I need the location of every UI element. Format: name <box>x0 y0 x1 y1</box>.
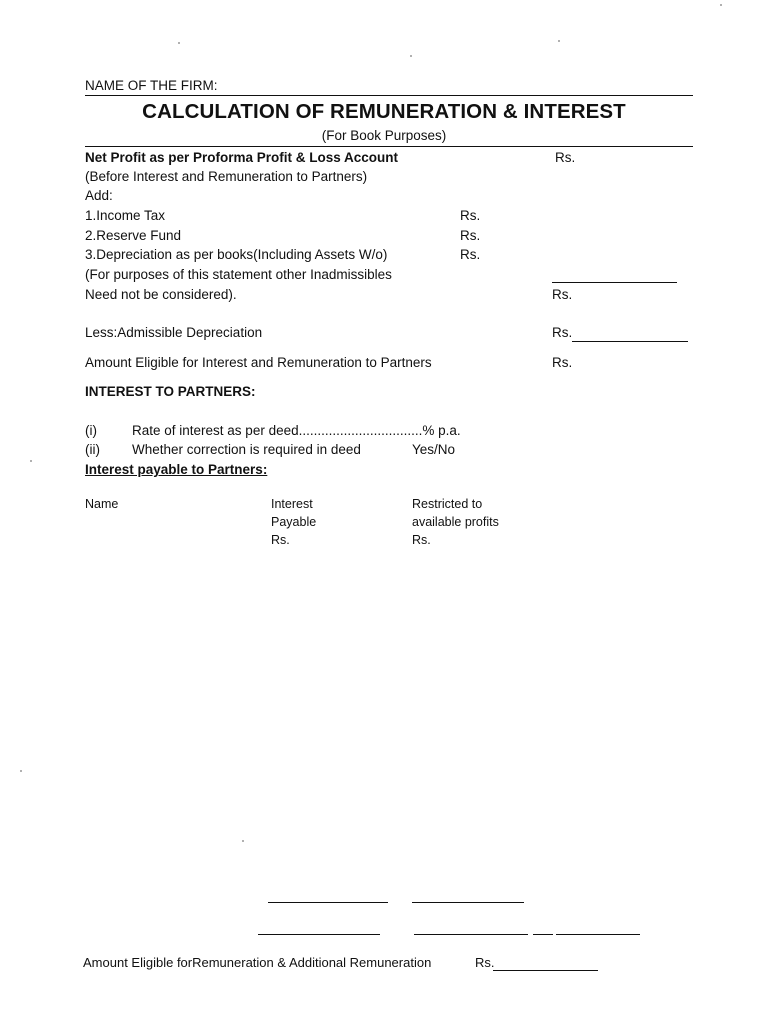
add-item-income-tax-currency: Rs. <box>460 208 481 223</box>
firm-name-rule <box>85 95 693 96</box>
footer-remuneration-label: Amount Eligible forRemuneration & Additional Remuneration <box>83 955 432 970</box>
eligible-amount-currency: Rs. <box>552 355 573 370</box>
less-currency: Rs. <box>552 325 573 340</box>
column-header-interest-line3: Rs. <box>271 533 290 547</box>
scan-speck <box>178 42 180 44</box>
total-rule-restricted-1 <box>412 902 524 903</box>
column-header-interest-line1: Interest <box>271 497 313 511</box>
scan-speck <box>242 840 244 842</box>
column-header-interest-line2: Payable <box>271 515 317 529</box>
question-1-text: Rate of interest as per deed.................................% p.a. <box>132 423 461 438</box>
total-rule-interest-1 <box>268 902 388 903</box>
page-subtitle: (For Book Purposes) <box>321 128 447 143</box>
net-profit-note: (Before Interest and Remuneration to Partners) <box>85 169 368 184</box>
add-item-depreciation-currency: Rs. <box>460 247 481 262</box>
scan-speck <box>720 4 722 6</box>
less-amount-rule <box>572 341 688 342</box>
scan-speck <box>30 460 32 462</box>
question-2-text: Whether correction is required in deed <box>132 442 361 457</box>
add-item-income-tax: 1.Income Tax <box>85 208 166 223</box>
footer-amount-rule <box>493 970 598 971</box>
inadmissibles-note-line2: Need not be considered). <box>85 287 237 302</box>
question-2-number: (ii) <box>85 442 100 457</box>
add-label: Add: <box>85 188 113 203</box>
total-rule-interest-2 <box>258 934 380 935</box>
subtotal-currency: Rs. <box>552 287 573 302</box>
interest-payable-heading: Interest payable to Partners: <box>85 462 268 477</box>
column-header-restricted-line1: Restricted to <box>412 497 483 511</box>
firm-name-label: NAME OF THE FIRM: <box>85 78 218 93</box>
question-1-number: (i) <box>85 423 97 438</box>
scan-speck <box>410 55 412 57</box>
total-rule-restricted-2 <box>414 934 528 935</box>
column-header-restricted-line2: available profits <box>412 515 499 529</box>
column-header-name: Name <box>85 497 119 511</box>
column-header-restricted-line3: Rs. <box>412 533 431 547</box>
scan-speck <box>558 40 560 42</box>
less-admissible-depreciation: Less:Admissible Depreciation <box>85 325 263 340</box>
footer-remuneration-currency: Rs. <box>475 955 495 970</box>
header-bottom-rule <box>85 146 693 147</box>
question-2-answer: Yes/No <box>412 442 456 457</box>
interest-to-partners-heading: INTEREST TO PARTNERS: <box>85 384 256 399</box>
net-profit-heading: Net Profit as per Proforma Profit & Loss Account <box>85 150 399 165</box>
eligible-amount-label: Amount Eligible for Interest and Remuneration to Partners <box>85 355 432 370</box>
net-profit-currency: Rs. <box>555 150 576 165</box>
subtotal-rule <box>552 282 677 283</box>
page-title: CALCULATION OF REMUNERATION & INTEREST <box>142 100 626 123</box>
add-item-reserve-fund: 2.Reserve Fund <box>85 228 182 243</box>
add-item-depreciation: 3.Depreciation as per books(Including Assets W/o) <box>85 247 388 262</box>
total-rule-extra-2 <box>556 934 640 935</box>
add-item-reserve-fund-currency: Rs. <box>460 228 481 243</box>
total-rule-extra-1 <box>533 934 553 935</box>
inadmissibles-note-line1: (For purposes of this statement other Inadmissibles <box>85 267 392 282</box>
scan-speck <box>20 770 22 772</box>
